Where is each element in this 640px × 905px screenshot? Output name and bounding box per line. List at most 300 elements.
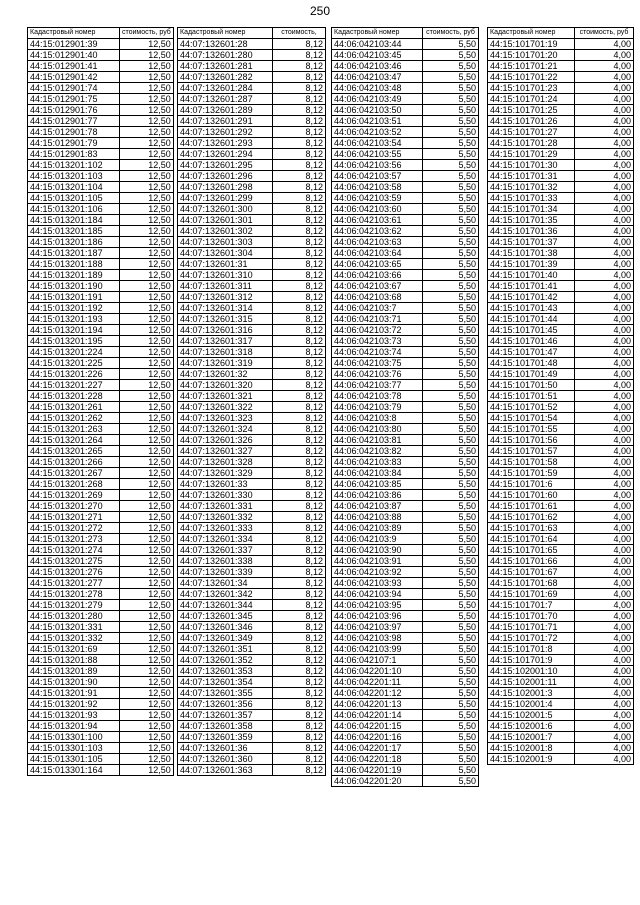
cost-cell: 12,50	[120, 446, 174, 457]
cadastral-number-cell: 44:06:042103:66	[332, 270, 423, 281]
table-row	[28, 105, 174, 116]
cadastral-number-cell: 44:15:101701:41	[488, 281, 575, 292]
table-row	[28, 391, 174, 402]
cadastral-number-cell: 44:06:042103:74	[332, 347, 423, 358]
table-row	[332, 358, 479, 369]
cadastral-number-cell: 44:07:132601:358	[178, 721, 273, 732]
cost-cell: 8,12	[273, 413, 326, 424]
table-row	[178, 380, 326, 391]
table-row	[178, 325, 326, 336]
table-row	[332, 765, 479, 776]
cadastral-number-cell: 44:06:042103:80	[332, 424, 423, 435]
table-row	[28, 226, 174, 237]
cadastral-number-cell: 44:06:042103:61	[332, 215, 423, 226]
cadastral-number-cell: 44:15:013201:267	[28, 468, 120, 479]
cost-cell: 5,50	[423, 567, 479, 578]
cost-cell: 8,12	[273, 259, 326, 270]
cost-cell: 5,50	[423, 226, 479, 237]
table-row	[332, 523, 479, 534]
cost-cell: 12,50	[120, 556, 174, 567]
cost-cell: 12,50	[120, 237, 174, 248]
cadastral-number-cell: 44:07:132601:316	[178, 325, 273, 336]
cost-cell: 5,50	[423, 182, 479, 193]
cost-cell: 4,00	[575, 215, 634, 226]
table-row	[332, 61, 479, 72]
cadastral-number-cell: 44:15:101701:27	[488, 127, 575, 138]
cost-cell: 4,00	[575, 479, 634, 490]
table-row	[178, 600, 326, 611]
cadastral-number-cell: 44:06:042103:59	[332, 193, 423, 204]
cadastral-number-cell: 44:07:132601:338	[178, 556, 273, 567]
table-row	[178, 578, 326, 589]
table-row	[332, 369, 479, 380]
cadastral-number-cell: 44:06:042107:1	[332, 655, 423, 666]
cost-cell: 8,12	[273, 424, 326, 435]
cost-cell: 8,12	[273, 457, 326, 468]
cost-cell: 4,00	[575, 61, 634, 72]
cadastral-number-cell: 44:15:101701:39	[488, 259, 575, 270]
table-row	[178, 182, 326, 193]
table-row	[28, 369, 174, 380]
table-row	[178, 171, 326, 182]
cost-cell: 5,50	[423, 655, 479, 666]
cost-cell: 8,12	[273, 402, 326, 413]
cadastral-number-cell: 44:15:101701:32	[488, 182, 575, 193]
cadastral-number-cell: 44:15:101701:54	[488, 413, 575, 424]
cost-cell: 5,50	[423, 149, 479, 160]
table-row	[28, 743, 174, 754]
cost-cell: 12,50	[120, 138, 174, 149]
cadastral-number-cell: 44:15:101701:55	[488, 424, 575, 435]
cost-cell: 12,50	[120, 347, 174, 358]
cost-cell: 5,50	[423, 347, 479, 358]
cadastral-number-cell: 44:15:101701:67	[488, 567, 575, 578]
table-row	[488, 325, 634, 336]
table-row	[178, 743, 326, 754]
table-row	[488, 270, 634, 281]
cadastral-number-cell: 44:06:042103:56	[332, 160, 423, 171]
cost-cell: 4,00	[575, 182, 634, 193]
cost-cell: 5,50	[423, 402, 479, 413]
cadastral-number-cell: 44:07:132601:34	[178, 578, 273, 589]
cadastral-number-cell: 44:15:101701:9	[488, 655, 575, 666]
cadastral-number-cell: 44:06:042103:86	[332, 490, 423, 501]
cost-cell: 12,50	[120, 50, 174, 61]
cost-cell: 12,50	[120, 468, 174, 479]
cadastral-number-cell: 44:15:013201:276	[28, 567, 120, 578]
cadastral-number-cell: 44:15:101701:72	[488, 633, 575, 644]
table-row	[178, 292, 326, 303]
cost-cell: 12,50	[120, 61, 174, 72]
cost-cell: 4,00	[575, 138, 634, 149]
cost-cell: 8,12	[273, 611, 326, 622]
cost-cell: 12,50	[120, 754, 174, 765]
cadastral-number-cell: 44:15:101701:64	[488, 534, 575, 545]
cadastral-number-cell: 44:06:042201:12	[332, 688, 423, 699]
cadastral-number-cell: 44:15:013201:188	[28, 259, 120, 270]
cadastral-number-cell: 44:07:132601:360	[178, 754, 273, 765]
cost-cell: 5,50	[423, 589, 479, 600]
table-row	[178, 699, 326, 710]
cost-cell: 8,12	[273, 468, 326, 479]
cadastral-number-cell: 44:06:042103:76	[332, 369, 423, 380]
cost-cell: 5,50	[423, 72, 479, 83]
table-row	[178, 710, 326, 721]
table-row	[488, 237, 634, 248]
cost-cell: 5,50	[423, 336, 479, 347]
cadastral-number-cell: 44:07:132601:292	[178, 127, 273, 138]
cost-cell: 5,50	[423, 281, 479, 292]
table-row	[28, 710, 174, 721]
cost-cell: 8,12	[273, 435, 326, 446]
page-number: 250	[309, 4, 331, 18]
cadastral-number-cell: 44:15:012901:83	[28, 149, 120, 160]
table-row	[488, 369, 634, 380]
cost-cell: 5,50	[423, 754, 479, 765]
cost-cell: 4,00	[575, 545, 634, 556]
cost-cell: 5,50	[423, 512, 479, 523]
cost-cell: 8,12	[273, 655, 326, 666]
cost-cell: 5,50	[423, 215, 479, 226]
table-row	[488, 39, 634, 50]
cadastral-number-cell: 44:07:132601:312	[178, 292, 273, 303]
table-row	[178, 149, 326, 160]
cost-cell: 12,50	[120, 622, 174, 633]
table-row	[28, 523, 174, 534]
cadastral-number-cell: 44:06:042103:67	[332, 281, 423, 292]
cadastral-table	[331, 27, 479, 787]
table-row	[488, 424, 634, 435]
table-row	[178, 270, 326, 281]
cadastral-number-cell: 44:15:101701:36	[488, 226, 575, 237]
cost-cell: 8,12	[273, 688, 326, 699]
table-row	[178, 259, 326, 270]
cadastral-number-cell: 44:06:042201:18	[332, 754, 423, 765]
cost-cell: 8,12	[273, 589, 326, 600]
cost-cell: 12,50	[120, 578, 174, 589]
table-row	[332, 457, 479, 468]
table-row	[488, 171, 634, 182]
table-row	[488, 83, 634, 94]
cost-cell: 8,12	[273, 83, 326, 94]
table-row	[488, 226, 634, 237]
cadastral-number-cell: 44:07:132601:31	[178, 259, 273, 270]
table-row	[178, 567, 326, 578]
cost-cell: 8,12	[273, 127, 326, 138]
cost-cell: 8,12	[273, 534, 326, 545]
cadastral-number-cell: 44:06:042103:81	[332, 435, 423, 446]
table-row	[28, 413, 174, 424]
cadastral-number-cell: 44:15:013201:268	[28, 479, 120, 490]
cadastral-number-cell: 44:15:101701:51	[488, 391, 575, 402]
cadastral-number-cell: 44:06:042103:87	[332, 501, 423, 512]
table-row	[332, 413, 479, 424]
table-row	[178, 589, 326, 600]
cadastral-number-cell: 44:15:013201:89	[28, 666, 120, 677]
table-row	[178, 611, 326, 622]
table-row	[178, 116, 326, 127]
cost-cell: 12,50	[120, 479, 174, 490]
cadastral-number-cell: 44:07:132601:320	[178, 380, 273, 391]
cost-cell: 4,00	[575, 149, 634, 160]
cadastral-number-cell: 44:15:101701:69	[488, 589, 575, 600]
cost-cell: 5,50	[423, 699, 479, 710]
table-row	[178, 688, 326, 699]
table-row	[332, 479, 479, 490]
cadastral-number-cell: 44:15:101701:33	[488, 193, 575, 204]
table-row	[488, 446, 634, 457]
table-row	[488, 248, 634, 259]
cost-cell: 5,50	[423, 160, 479, 171]
cadastral-number-cell: 44:07:132601:356	[178, 699, 273, 710]
table-row	[28, 182, 174, 193]
cost-cell: 4,00	[575, 347, 634, 358]
cadastral-number-cell: 44:15:101701:48	[488, 358, 575, 369]
table-row	[332, 259, 479, 270]
table-row	[488, 479, 634, 490]
table-row	[332, 666, 479, 677]
cadastral-number-cell: 44:06:042103:82	[332, 446, 423, 457]
table-row	[488, 556, 634, 567]
table-row	[488, 710, 634, 721]
cost-cell: 4,00	[575, 105, 634, 116]
cadastral-number-cell: 44:15:013201:184	[28, 215, 120, 226]
cadastral-number-cell: 44:07:132601:302	[178, 226, 273, 237]
cadastral-tables	[0, 27, 640, 887]
table-row	[488, 50, 634, 61]
cadastral-number-cell: 44:15:013201:90	[28, 677, 120, 688]
table-row	[28, 512, 174, 523]
cost-cell: 4,00	[575, 644, 634, 655]
cadastral-number-cell: 44:15:102001:6	[488, 721, 575, 732]
cost-cell: 4,00	[575, 710, 634, 721]
table-row	[488, 314, 634, 325]
cadastral-number-cell: 44:06:042201:13	[332, 699, 423, 710]
cost-cell: 12,50	[120, 732, 174, 743]
cadastral-number-cell: 44:07:132601:352	[178, 655, 273, 666]
table-row	[488, 149, 634, 160]
cadastral-number-cell: 44:15:013201:278	[28, 589, 120, 600]
cadastral-number-cell: 44:15:101701:71	[488, 622, 575, 633]
cadastral-number-cell: 44:06:042103:63	[332, 237, 423, 248]
table-row	[332, 435, 479, 446]
cost-cell: 5,50	[423, 677, 479, 688]
cadastral-number-cell: 44:07:132601:317	[178, 336, 273, 347]
cadastral-number-cell: 44:07:132601:318	[178, 347, 273, 358]
cost-cell: 4,00	[575, 83, 634, 94]
cost-cell: 12,50	[120, 358, 174, 369]
cost-cell: 12,50	[120, 39, 174, 50]
table-row	[178, 204, 326, 215]
cost-cell: 5,50	[423, 556, 479, 567]
cost-cell: 4,00	[575, 204, 634, 215]
cost-cell: 5,50	[423, 622, 479, 633]
cost-cell: 5,50	[423, 193, 479, 204]
cadastral-number-cell: 44:15:013201:263	[28, 424, 120, 435]
cadastral-number-cell: 44:15:013201:105	[28, 193, 120, 204]
table-row	[488, 215, 634, 226]
cost-cell: 5,50	[423, 501, 479, 512]
cadastral-number-cell: 44:07:132601:359	[178, 732, 273, 743]
table-row	[178, 83, 326, 94]
cadastral-number-cell: 44:06:042103:84	[332, 468, 423, 479]
cost-cell: 12,50	[120, 567, 174, 578]
cost-cell: 4,00	[575, 457, 634, 468]
table-row	[178, 512, 326, 523]
cost-cell: 4,00	[575, 226, 634, 237]
cadastral-number-cell: 44:15:101701:25	[488, 105, 575, 116]
cadastral-number-cell: 44:06:042103:64	[332, 248, 423, 259]
table-row	[28, 116, 174, 127]
table-row	[178, 644, 326, 655]
table-row	[332, 72, 479, 83]
table-row	[28, 677, 174, 688]
cadastral-number-cell: 44:06:042103:50	[332, 105, 423, 116]
table-row	[332, 567, 479, 578]
cadastral-number-cell: 44:06:042103:65	[332, 259, 423, 270]
table-row	[488, 600, 634, 611]
table-row	[332, 688, 479, 699]
cost-cell: 8,12	[273, 105, 326, 116]
cadastral-number-cell: 44:07:132601:345	[178, 611, 273, 622]
cadastral-number-cell: 44:06:042103:88	[332, 512, 423, 523]
table-row	[178, 215, 326, 226]
cost-cell: 5,50	[423, 611, 479, 622]
cost-cell: 12,50	[120, 545, 174, 556]
cost-cell: 8,12	[273, 138, 326, 149]
cost-cell: 12,50	[120, 248, 174, 259]
cadastral-number-cell: 44:15:013201:273	[28, 534, 120, 545]
table-row	[28, 501, 174, 512]
table-row	[332, 303, 479, 314]
cost-cell: 12,50	[120, 116, 174, 127]
cost-cell: 5,50	[423, 523, 479, 534]
table-row	[28, 61, 174, 72]
cost-cell: 12,50	[120, 204, 174, 215]
table-row	[332, 226, 479, 237]
cadastral-number-cell: 44:07:132601:299	[178, 193, 273, 204]
cadastral-number-cell: 44:15:013201:186	[28, 237, 120, 248]
cadastral-number-cell: 44:07:132601:339	[178, 567, 273, 578]
cadastral-number-cell: 44:15:012901:79	[28, 138, 120, 149]
table-row	[178, 226, 326, 237]
table-row	[488, 633, 634, 644]
table-row	[28, 204, 174, 215]
table-row	[28, 721, 174, 732]
cadastral-number-cell: 44:07:132601:303	[178, 237, 273, 248]
cadastral-number-cell: 44:15:013201:265	[28, 446, 120, 457]
cost-cell: 12,50	[120, 402, 174, 413]
cost-cell: 12,50	[120, 644, 174, 655]
cost-cell: 5,50	[423, 39, 479, 50]
table-row	[178, 281, 326, 292]
cost-cell: 5,50	[423, 248, 479, 259]
table-row	[332, 402, 479, 413]
cost-cell: 4,00	[575, 732, 634, 743]
cost-cell: 12,50	[120, 193, 174, 204]
cost-cell: 8,12	[273, 578, 326, 589]
cost-cell: 4,00	[575, 633, 634, 644]
table-row	[28, 567, 174, 578]
table-row	[332, 270, 479, 281]
table-row	[28, 358, 174, 369]
cost-cell: 5,50	[423, 204, 479, 215]
table-row	[28, 666, 174, 677]
table-row	[28, 446, 174, 457]
cadastral-number-cell: 44:07:132601:337	[178, 545, 273, 556]
table-row	[488, 204, 634, 215]
cost-cell: 5,50	[423, 358, 479, 369]
cost-cell: 8,12	[273, 556, 326, 567]
cadastral-number-cell: 44:07:132601:344	[178, 600, 273, 611]
table-row	[28, 655, 174, 666]
column-header-number: Кадастровый номер	[332, 28, 423, 39]
table-row	[332, 424, 479, 435]
cadastral-number-cell: 44:07:132601:284	[178, 83, 273, 94]
cadastral-number-cell: 44:06:042103:99	[332, 644, 423, 655]
cadastral-number-cell: 44:15:101701:60	[488, 490, 575, 501]
table-row	[178, 765, 326, 776]
cadastral-number-cell: 44:06:042103:48	[332, 83, 423, 94]
cadastral-number-cell: 44:06:042103:44	[332, 39, 423, 50]
cost-cell: 12,50	[120, 688, 174, 699]
cost-cell: 5,50	[423, 50, 479, 61]
cadastral-number-cell: 44:06:042103:46	[332, 61, 423, 72]
cadastral-number-cell: 44:15:101701:23	[488, 83, 575, 94]
cost-cell: 4,00	[575, 193, 634, 204]
cost-cell: 8,12	[273, 39, 326, 50]
table-row	[178, 556, 326, 567]
table-row	[488, 435, 634, 446]
cost-cell: 8,12	[273, 391, 326, 402]
table-row	[332, 710, 479, 721]
cadastral-number-cell: 44:07:132601:36	[178, 743, 273, 754]
cost-cell: 12,50	[120, 666, 174, 677]
table-row	[178, 303, 326, 314]
cadastral-number-cell: 44:15:101701:68	[488, 578, 575, 589]
cost-cell: 8,12	[273, 644, 326, 655]
table-row	[488, 468, 634, 479]
cost-cell: 8,12	[273, 380, 326, 391]
cost-cell: 8,12	[273, 358, 326, 369]
cost-cell: 5,50	[423, 710, 479, 721]
cost-cell: 5,50	[423, 534, 479, 545]
table-row	[488, 512, 634, 523]
table-row	[488, 721, 634, 732]
cadastral-number-cell: 44:06:042103:58	[332, 182, 423, 193]
cost-cell: 4,00	[575, 490, 634, 501]
cadastral-number-cell: 44:15:013201:192	[28, 303, 120, 314]
cadastral-table	[177, 27, 326, 776]
cadastral-number-cell: 44:15:013201:103	[28, 171, 120, 182]
cost-cell: 5,50	[423, 270, 479, 281]
column-header-number: Кадастровый номер	[178, 28, 273, 39]
table-row	[178, 72, 326, 83]
table-row	[332, 193, 479, 204]
cadastral-number-cell: 44:06:042103:91	[332, 556, 423, 567]
column-header-cost: стоимость,	[273, 28, 326, 39]
cost-cell: 12,50	[120, 512, 174, 523]
cadastral-number-cell: 44:06:042103:68	[332, 292, 423, 303]
cadastral-number-cell: 44:07:132601:291	[178, 116, 273, 127]
cadastral-number-cell: 44:15:013201:226	[28, 369, 120, 380]
cadastral-number-cell: 44:15:013201:92	[28, 699, 120, 710]
table-row	[488, 589, 634, 600]
table-row	[28, 270, 174, 281]
table-row	[178, 655, 326, 666]
cost-cell: 4,00	[575, 336, 634, 347]
cost-cell: 12,50	[120, 369, 174, 380]
